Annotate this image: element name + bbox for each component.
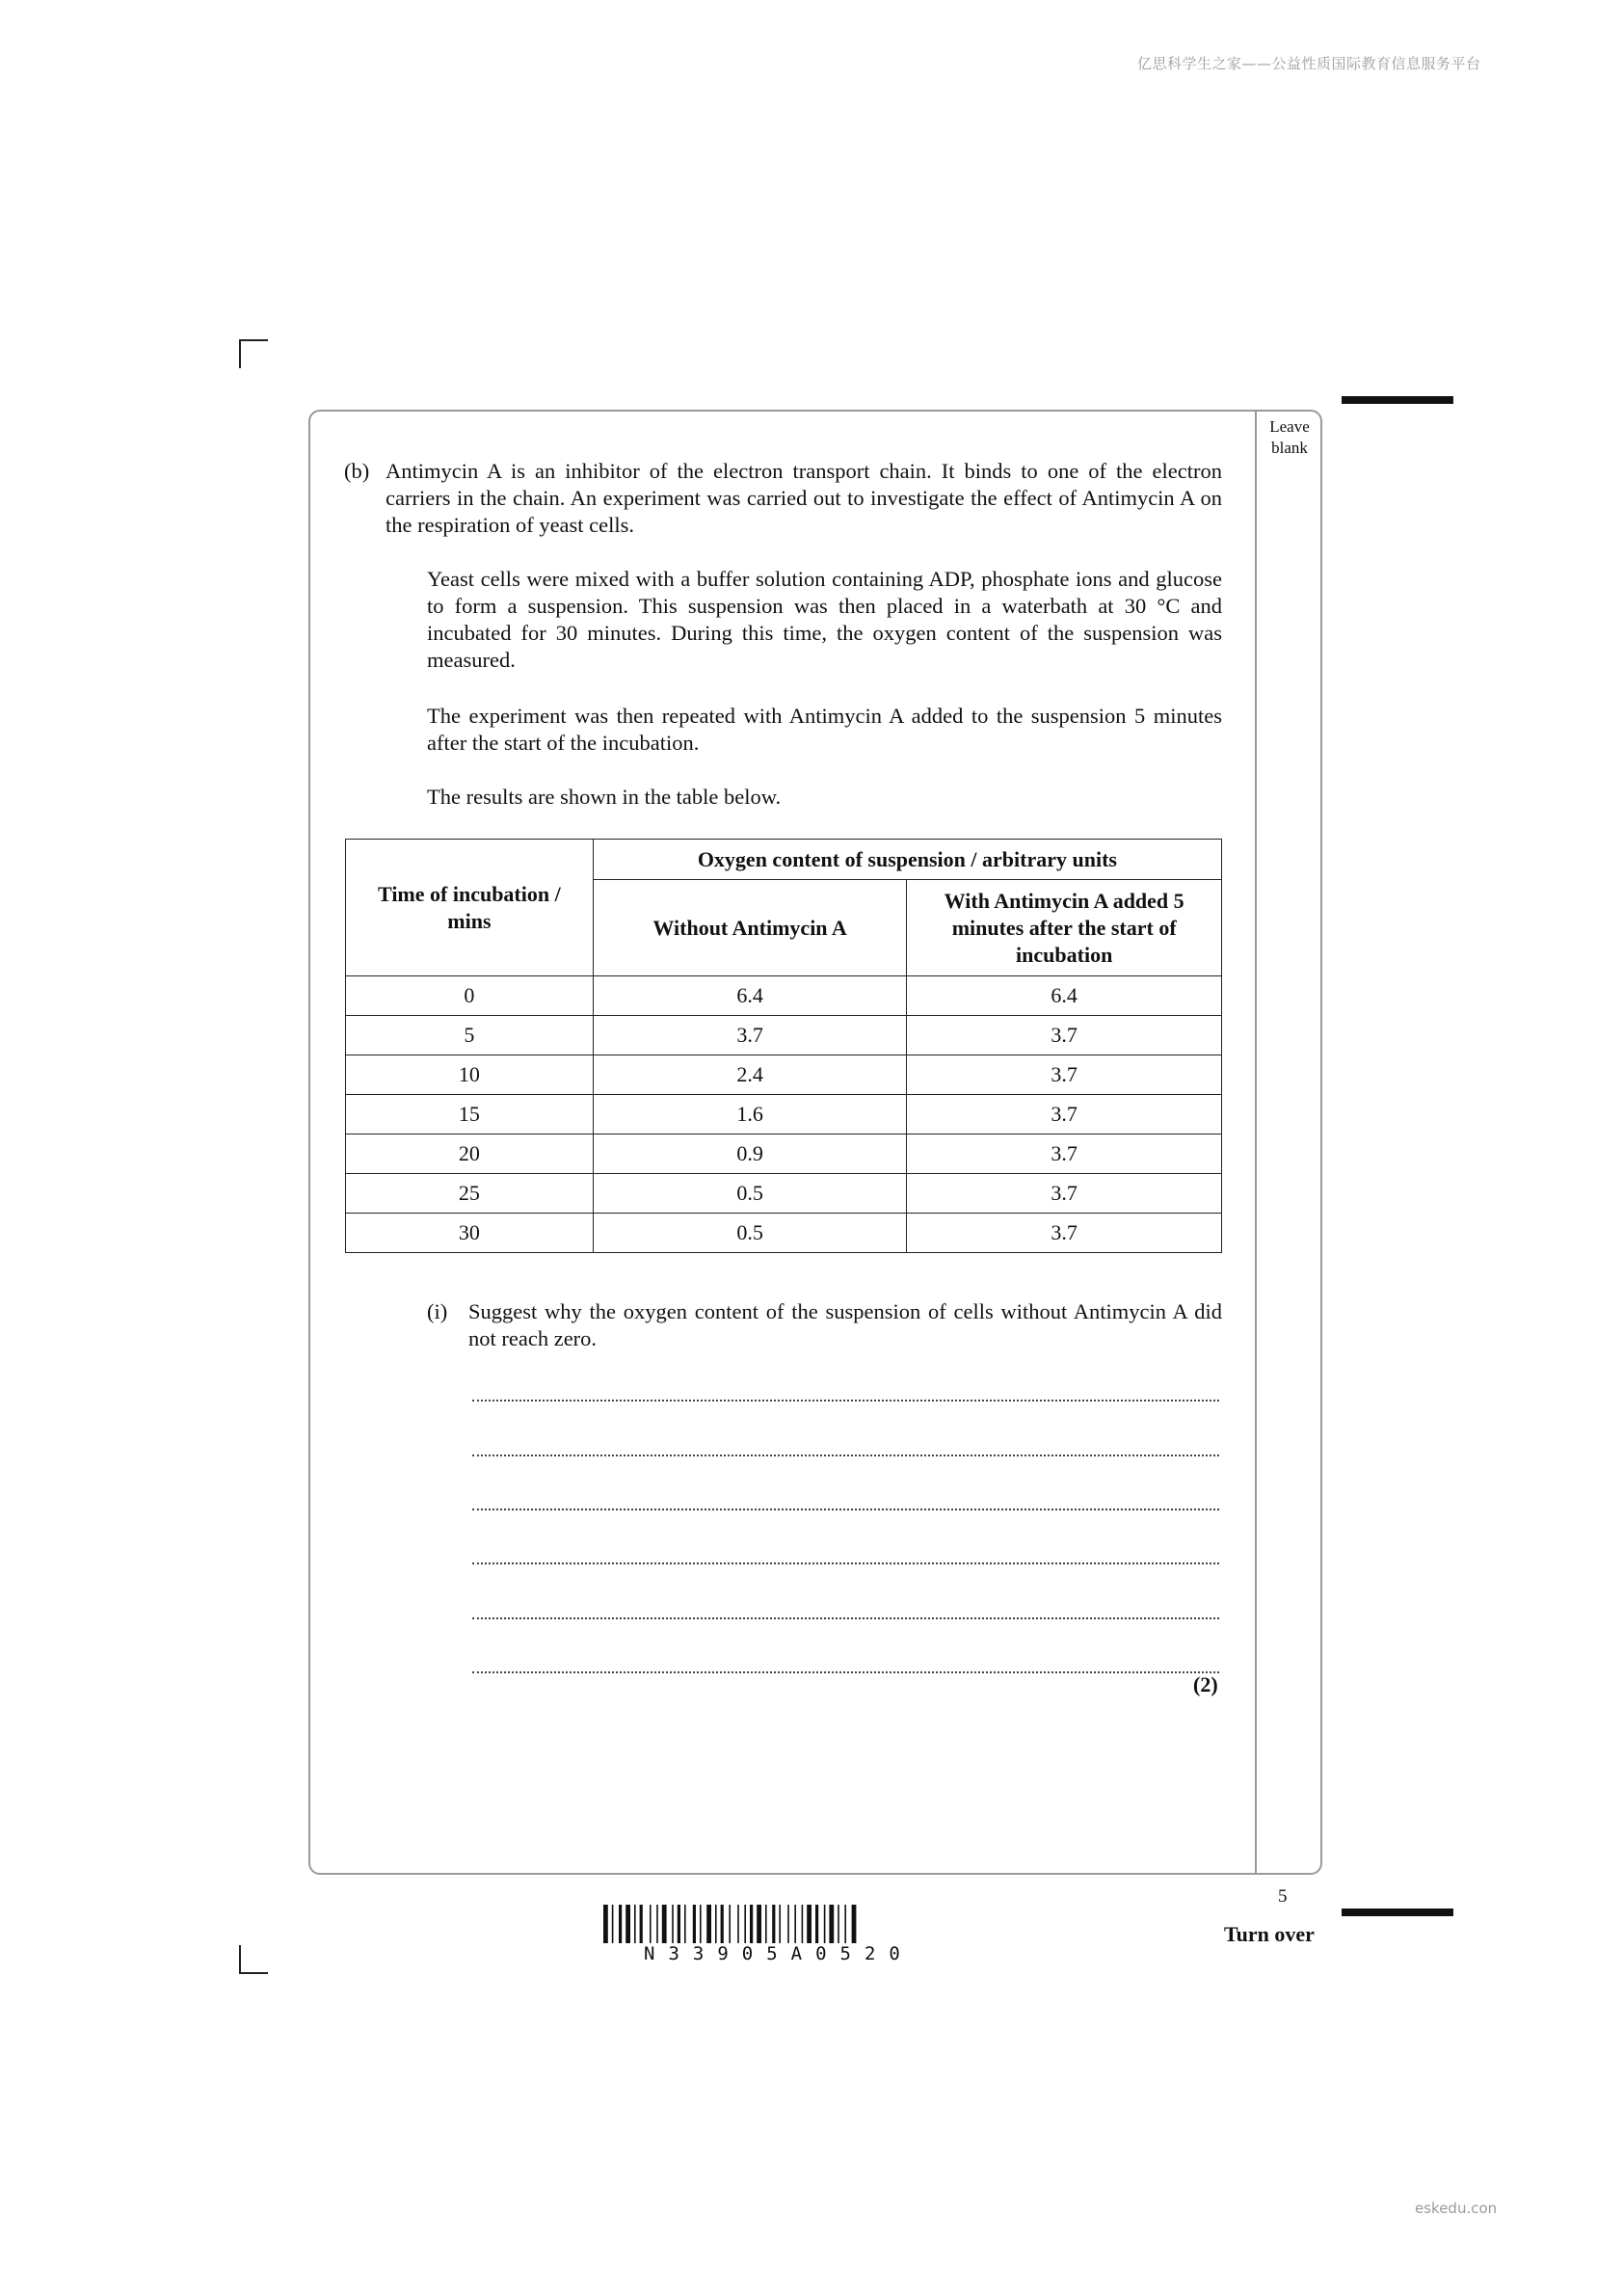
- leave-blank-divider: [1255, 412, 1257, 1873]
- cell-without: 3.7: [593, 1016, 907, 1055]
- answer-line-1[interactable]: [472, 1398, 1219, 1402]
- paragraph-2-text: Yeast cells were mixed with a buffer solution containing ADP, phosphate ions and glucose to form a suspension. This suspension was then placed in a waterbath at 30 °C and incubated for 30 minutes. During this time, the oxygen content of the suspension was measured.: [427, 567, 1222, 672]
- cell-without: 2.4: [593, 1055, 907, 1095]
- table-row: [346, 1055, 1222, 1095]
- crop-mark-top-vertical: [239, 339, 241, 368]
- cell-without: 0.5: [593, 1214, 907, 1253]
- turn-over-label: Turn over: [1224, 1922, 1315, 1946]
- cell-time: 25: [346, 1174, 594, 1214]
- header-with-antimycin: With Antimycin A added 5 minutes after the start of incubation: [907, 880, 1222, 976]
- answer-line-3[interactable]: [472, 1507, 1219, 1510]
- header-time: Time of incubation / mins: [346, 840, 594, 976]
- crop-mark-bottom-vertical: [239, 1945, 241, 1974]
- cell-with: 3.7: [907, 1214, 1222, 1253]
- cell-time: 5: [346, 1016, 594, 1055]
- table-row: [346, 1016, 1222, 1055]
- barcode-number: N33905A0520: [644, 1943, 914, 1964]
- cell-without: 0.9: [593, 1135, 907, 1174]
- cell-with: 3.7: [907, 1135, 1222, 1174]
- answer-line-5[interactable]: [472, 1615, 1219, 1619]
- cell-with: 3.7: [907, 1055, 1222, 1095]
- cell-with: 3.7: [907, 1095, 1222, 1135]
- cell-with: 3.7: [907, 1016, 1222, 1055]
- watermark-bottom: eskedu.con: [1415, 2200, 1498, 2217]
- cell-time: 10: [346, 1055, 594, 1095]
- margin-bar-bottom: [1342, 1909, 1453, 1916]
- header-oxygen-content: Oxygen content of suspension / arbitrary units: [593, 840, 1221, 880]
- cell-time: 20: [346, 1135, 594, 1174]
- table-row: [346, 1174, 1222, 1214]
- question-paragraph-3: [427, 703, 1222, 757]
- answer-line-4[interactable]: [472, 1561, 1219, 1564]
- question-paragraph-4: [427, 784, 1222, 811]
- table-row: [346, 1135, 1222, 1174]
- cell-time: 0: [346, 976, 594, 1016]
- answer-line-6[interactable]: [472, 1669, 1219, 1673]
- table-row: [346, 1214, 1222, 1253]
- answer-line-2[interactable]: [472, 1453, 1219, 1456]
- page-number: 5: [1278, 1886, 1288, 1907]
- question-paragraph-2: [427, 566, 1222, 674]
- question-intro-text: Antimycin A is an inhibitor of the electron transport chain. It binds to one of the electron carriers in the chain. An experiment was carried out to investigate the effect of Antimycin A on the respiration of yeast cells.: [386, 459, 1222, 537]
- sub-question-label: (i): [427, 1299, 448, 1323]
- cell-time: 30: [346, 1214, 594, 1253]
- question-part-label: (b): [344, 459, 370, 483]
- crop-mark-bottom-horizontal: [239, 1972, 268, 1974]
- cell-without: 0.5: [593, 1174, 907, 1214]
- barcode-icon: [603, 1905, 1027, 1943]
- cell-without: 1.6: [593, 1095, 907, 1135]
- paragraph-3-text: The experiment was then repeated with Antimycin A added to the suspension 5 minutes after the start of the incubation.: [427, 704, 1222, 755]
- table-row: [346, 976, 1222, 1016]
- cell-without: 6.4: [593, 976, 907, 1016]
- sub-question-text: Suggest why the oxygen content of the suspension of cells without Antimycin A did not reach zero.: [468, 1299, 1222, 1350]
- cell-with: 6.4: [907, 976, 1222, 1016]
- question-intro: [386, 458, 1222, 539]
- marks-label: (2): [1193, 1672, 1218, 1696]
- leave-blank-label: Leave blank: [1269, 417, 1310, 457]
- table-row: [346, 1095, 1222, 1135]
- watermark-top: 亿思科学生之家——公益性质国际教育信息服务平台: [1137, 55, 1481, 72]
- margin-bar-top: [1342, 396, 1453, 404]
- cell-with: 3.7: [907, 1174, 1222, 1214]
- paragraph-4-text: The results are shown in the table below.: [427, 785, 782, 809]
- cell-time: 15: [346, 1095, 594, 1135]
- results-table: [345, 839, 1222, 1253]
- header-without-antimycin: Without Antimycin A: [593, 880, 907, 976]
- crop-mark-top-horizontal: [239, 339, 268, 341]
